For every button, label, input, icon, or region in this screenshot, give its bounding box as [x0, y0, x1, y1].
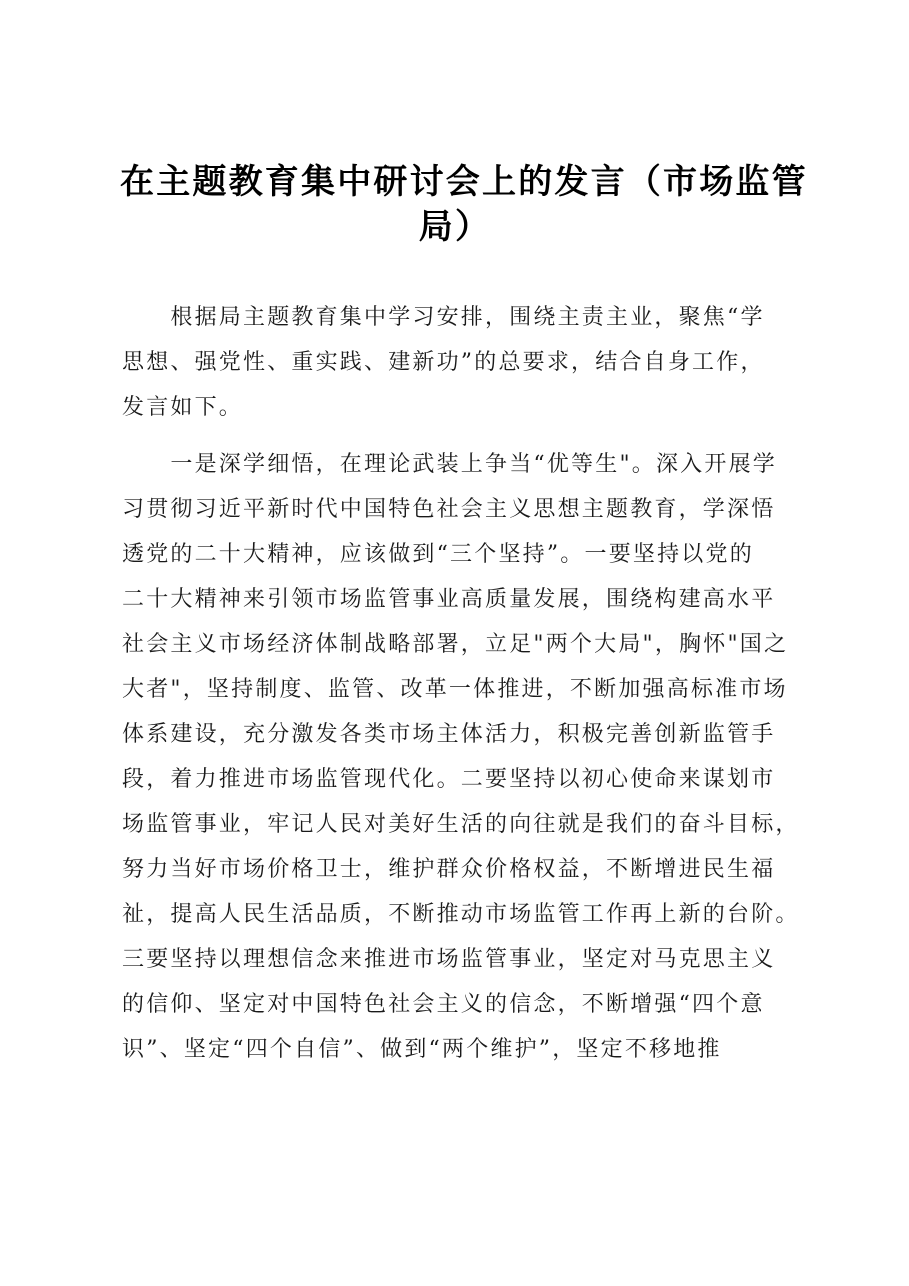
text-line: 体系建设，充分激发各类市场主体活力，积极完善创新监管手	[122, 722, 776, 747]
text-line: 大者"，坚持制度、监管、改革一体推进，不断加强高标准市场	[122, 677, 788, 702]
text-line: 场监管事业，牢记人民对美好生活的向往就是我们的奋斗目标，	[122, 812, 800, 837]
text-line: 透党的二十大精神，应该做到“三个坚持”。一要坚持以党的	[122, 542, 754, 567]
text-line: 二十大精神来引领市场监管事业高质量发展，围绕构建高水平	[122, 587, 776, 612]
title-line: 在主题教育集中研讨会上的发言（市场监管	[120, 162, 808, 202]
text-line: 的信仰、坚定对中国特色社会主义的信念，不断增强“四个意	[122, 992, 765, 1017]
text-line: 思想、强党性、重实践、建新功”的总要求，结合自身工作，	[122, 350, 765, 375]
text-line: 习贯彻习近平新时代中国特色社会主义思想主题教育，学深悟	[122, 497, 776, 522]
document-body	[122, 295, 802, 1072]
text-line: 社会主义市场经济体制战略部署，立足"两个大局"，胸怀"国之	[122, 632, 789, 657]
paragraph	[122, 295, 802, 430]
text-line: 发言如下。	[122, 395, 244, 420]
document-title	[120, 160, 808, 250]
text-line: 努力当好市场价格卫士，维护群众价格权益，不断增进民生福	[122, 857, 776, 882]
text-line: 三要坚持以理想信念来推进市场监管事业，坚定对马克思主义	[122, 947, 776, 972]
text-line: 祉，提高人民生活品质，不断推动市场监管工作再上新的台阶。	[122, 902, 800, 927]
paragraph-gap	[122, 430, 802, 442]
text-line: 识”、坚定“四个自信”、做到“两个维护”，坚定不移地推	[122, 1037, 722, 1062]
paragraph	[122, 442, 802, 1072]
text-line: 根据局主题教育集中学习安排，围绕主责主业，聚焦“学	[122, 305, 765, 330]
title-line: 局）	[418, 207, 492, 247]
text-line: 一是深学细悟，在理论武装上争当“优等生"。深入开展学	[122, 452, 777, 477]
text-line: 段，着力推进市场监管现代化。二要坚持以初心使命来谋划市	[122, 767, 776, 792]
